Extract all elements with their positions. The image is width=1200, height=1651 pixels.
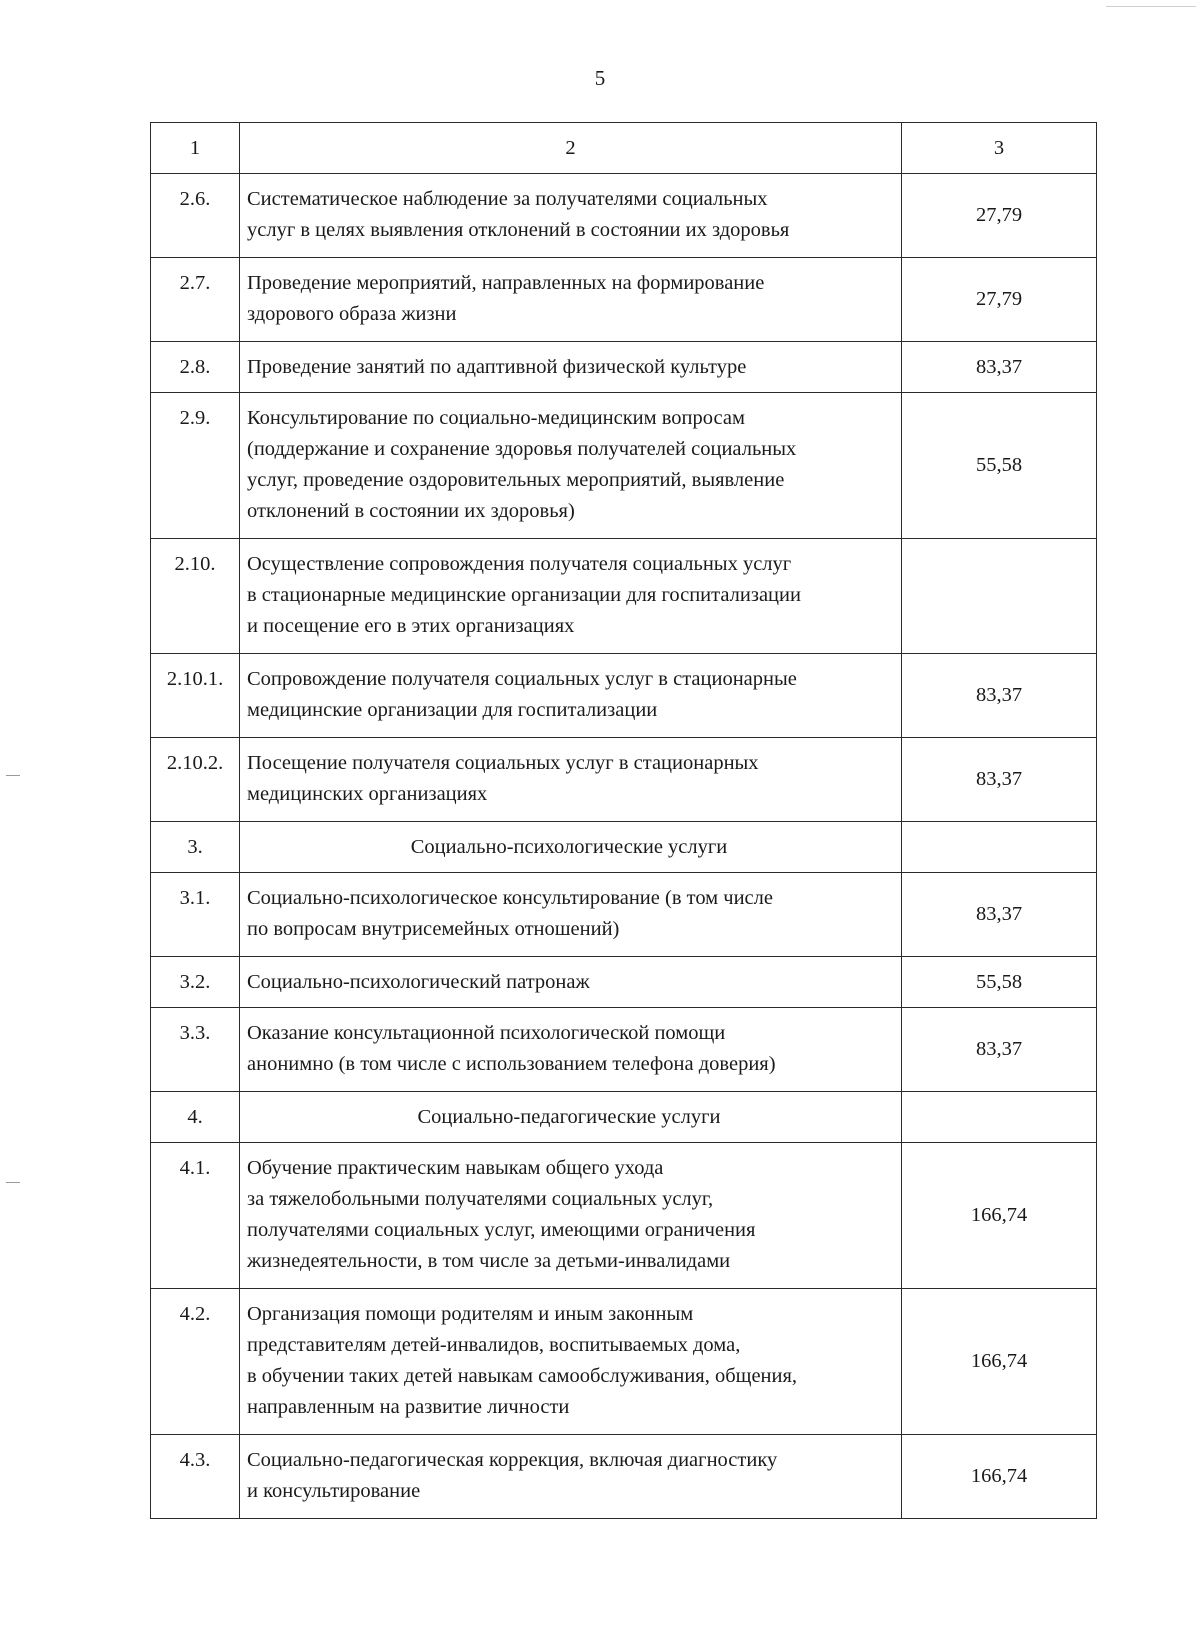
price-cell: 83,37 <box>902 738 1097 822</box>
price-cell: 166,74 <box>902 1435 1097 1519</box>
row-number-cell: 2.10.1. <box>151 654 240 738</box>
section-title-cell: Социально-педагогические услуги <box>240 1092 902 1143</box>
price-cell: 27,79 <box>902 174 1097 258</box>
header-cell-number: 1 <box>151 123 240 174</box>
price-cell: 27,79 <box>902 258 1097 342</box>
service-description-cell: Проведение занятий по адаптивной физической культуре <box>240 342 902 393</box>
row-number-cell: 3.3. <box>151 1008 240 1092</box>
service-description-cell: Проведение мероприятий, направленных на формирование здорового образа жизни <box>240 258 902 342</box>
table-row <box>151 174 1097 258</box>
row-number-cell: 2.7. <box>151 258 240 342</box>
header-cell-price: 3 <box>902 123 1097 174</box>
price-cell: 83,37 <box>902 1008 1097 1092</box>
table-row <box>151 258 1097 342</box>
table-header-row <box>151 123 1097 174</box>
page-number: 5 <box>594 66 606 90</box>
section-row <box>151 822 1097 873</box>
service-description-cell: Систематическое наблюдение за получателями социальных услуг в целях выявления отклонений в состоянии их здоровья <box>240 174 902 258</box>
row-number-cell: 3.1. <box>151 873 240 957</box>
table-row <box>151 1143 1097 1289</box>
row-number-cell: 4.3. <box>151 1435 240 1519</box>
table-row <box>151 1008 1097 1092</box>
row-number-cell: 4.2. <box>151 1289 240 1435</box>
price-cell: 83,37 <box>902 873 1097 957</box>
row-number-cell: 2.6. <box>151 174 240 258</box>
service-description-cell: Социально-психологический патронаж <box>240 957 902 1008</box>
table-row <box>151 539 1097 654</box>
row-number-cell: 4.1. <box>151 1143 240 1289</box>
scan-edge-mark <box>6 775 20 776</box>
header-cell-service: 2 <box>240 123 902 174</box>
services-table-container <box>150 122 1096 1519</box>
row-number-cell: 3.2. <box>151 957 240 1008</box>
price-cell <box>902 1092 1097 1143</box>
price-cell: 83,37 <box>902 654 1097 738</box>
service-description-cell: Посещение получателя социальных услуг в стационарных медицинских организациях <box>240 738 902 822</box>
row-number-cell: 3. <box>151 822 240 873</box>
service-description-cell: Консультирование по социально-медицинским вопросам (поддержание и сохранение здоровья получателей социальных услуг, проведение оздоровительных мероприятий, выявление отклонений в состоянии их здоровья) <box>240 393 902 539</box>
table-row <box>151 1435 1097 1519</box>
service-description-cell: Осуществление сопровождения получателя социальных услуг в стационарные медицинские организации для госпитализации и посещение его в этих организациях <box>240 539 902 654</box>
service-description-cell: Обучение практическим навыкам общего ухода за тяжелобольными получателями социальных услуг, получателями социальных услуг, имеющими ограничения жизнедеятельности, в том числе за детьми-инвалидами <box>240 1143 902 1289</box>
table-row <box>151 1289 1097 1435</box>
scan-edge-mark <box>6 1182 20 1183</box>
service-description-cell: Социально-педагогическая коррекция, включая диагностику и консультирование <box>240 1435 902 1519</box>
row-number-cell: 4. <box>151 1092 240 1143</box>
price-cell: 55,58 <box>902 393 1097 539</box>
table-row <box>151 393 1097 539</box>
service-description-cell: Сопровождение получателя социальных услуг в стационарные медицинские организации для госпитализации <box>240 654 902 738</box>
row-number-cell: 2.8. <box>151 342 240 393</box>
table-row <box>151 342 1097 393</box>
section-row <box>151 1092 1097 1143</box>
service-description-cell: Организация помощи родителям и иным законным представителям детей-инвалидов, воспитываемых дома, в обучении таких детей навыкам самообслуживания, общения, направленным на развитие личности <box>240 1289 902 1435</box>
services-table-body <box>151 123 1097 1519</box>
table-row <box>151 873 1097 957</box>
service-description-cell: Социально-психологическое консультирование (в том числе по вопросам внутрисемейных отношений) <box>240 873 902 957</box>
price-cell <box>902 822 1097 873</box>
row-number-cell: 2.10.2. <box>151 738 240 822</box>
row-number-cell: 2.10. <box>151 539 240 654</box>
section-title-cell: Социально-психологические услуги <box>240 822 902 873</box>
row-number-cell: 2.9. <box>151 393 240 539</box>
scan-corner-mark <box>1106 6 1196 7</box>
table-row <box>151 738 1097 822</box>
table-row <box>151 654 1097 738</box>
price-cell: 166,74 <box>902 1289 1097 1435</box>
service-description-cell: Оказание консультационной психологической помощи анонимно (в том числе с использованием телефона доверия) <box>240 1008 902 1092</box>
table-row <box>151 957 1097 1008</box>
price-cell: 55,58 <box>902 957 1097 1008</box>
services-table <box>150 122 1097 1519</box>
price-cell: 83,37 <box>902 342 1097 393</box>
price-cell: 166,74 <box>902 1143 1097 1289</box>
price-cell <box>902 539 1097 654</box>
